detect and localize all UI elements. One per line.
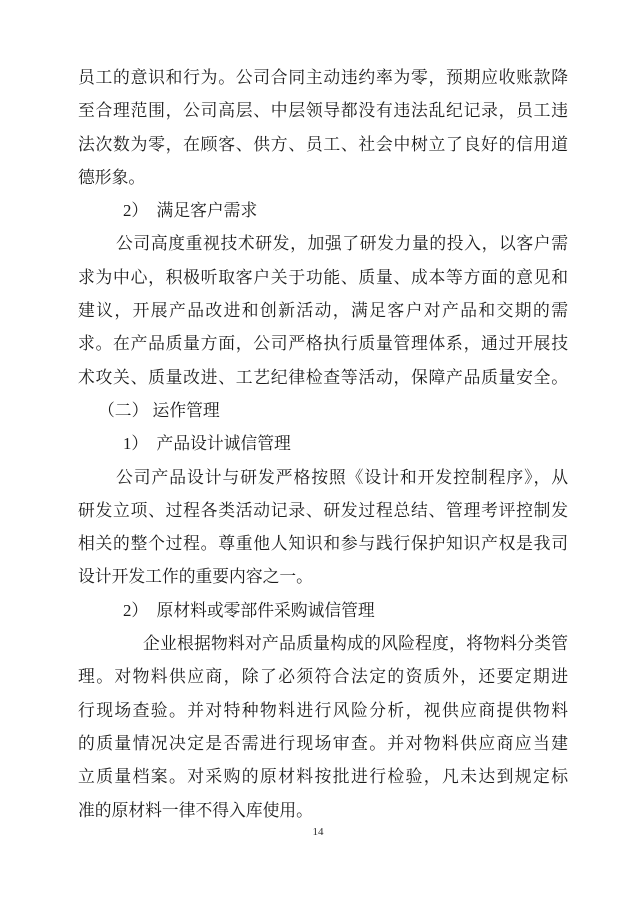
text-line: 研发立项、过程各类活动记录、研发过程总结、管理考评控制发 <box>78 500 568 520</box>
text-line: 德形象。 <box>78 167 146 187</box>
text-line: 行现场查验。并对特种物料进行风险分析，视供应商提供物料 <box>78 700 568 720</box>
heading-numbered: 1） 产品设计诚信管理 <box>123 434 291 454</box>
text-line: 求。在产品质量方面，公司严格执行质量管理体系，通过开展技 <box>78 334 568 354</box>
text-line: 建议，开展产品改进和创新活动，满足客户对产品和交期的需 <box>78 301 568 321</box>
paragraph <box>78 61 568 194</box>
paragraph <box>78 227 568 393</box>
text-line: 求为中心，积极听取客户关于功能、质量、成本等方面的意见和 <box>78 267 568 287</box>
page-footer <box>0 824 636 840</box>
heading-section: （二） 运作管理 <box>98 400 220 420</box>
text-line: 准的原材料一律不得入库使用。 <box>78 800 313 820</box>
text-line: 法次数为零，在顾客、供方、员工、社会中树立了良好的信用道 <box>78 134 568 154</box>
page-number: 14 <box>312 826 324 838</box>
heading-numbered: 2） 原材料或零部件采购诚信管理 <box>123 600 375 620</box>
text-line: 员工的意识和行为。公司合同主动违约率为零，预期应收账款降 <box>78 68 568 87</box>
text-line: 理。对物料供应商，除了必须符合法定的资质外，还要定期进 <box>78 667 568 687</box>
document-content <box>78 61 568 827</box>
text-line: 公司产品设计与研发严格按照《设计和开发控制程序》，从 <box>116 467 568 487</box>
text-line: 企业根据物料对产品质量构成的风险程度，将物料分类管 <box>143 634 568 654</box>
text-line: 立质量档案。对采购的原材料按批进行检验，凡未达到规定标 <box>78 767 568 787</box>
text-line: 的质量情况决定是否需进行现场审查。并对物料供应商应当建 <box>78 733 568 753</box>
text-line: 公司高度重视技术研发，加强了研发力量的投入，以客户需 <box>116 234 568 254</box>
text-line: 术攻关、质量改进、工艺纪律检查等活动，保障产品质量安全。 <box>78 367 568 387</box>
paragraph <box>78 627 568 827</box>
paragraph <box>78 461 568 594</box>
text-line: 相关的整个过程。尊重他人知识和参与践行保护知识产权是我司 <box>78 534 568 554</box>
heading-numbered: 2） 满足客户需求 <box>123 201 258 221</box>
text-line: 设计开发工作的重要内容之一。 <box>78 567 313 587</box>
text-line: 至合理范围，公司高层、中层领导都没有违法乱纪记录，员工违 <box>78 101 568 121</box>
